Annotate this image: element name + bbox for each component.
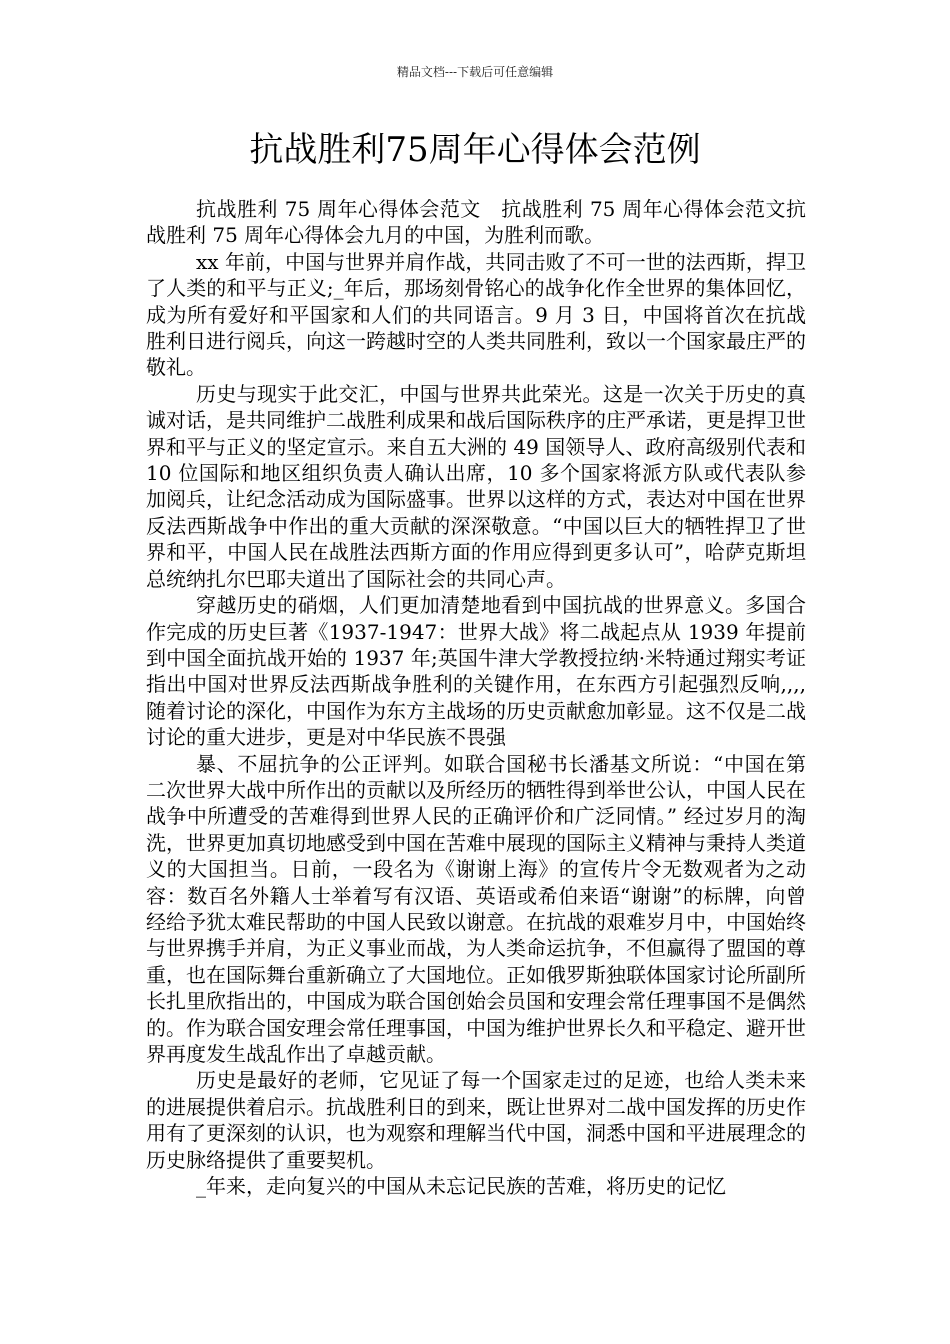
- document-body: [146, 196, 806, 1199]
- paragraph: 历史与现实于此交汇，中国与世界共此荣光。这是一次关于历史的真诚对话，是共同维护二战胜利成果和战后国际秩序的庄严承诺，更是捍卫世界和平与正义的坚定宣示。来自五大洲的 49 国领导人、政府高级别代表和 10 位国际和地区组织负责人确认出席，10 多个国家将派方队或代表队参加阅兵，让纪念活动成为国际盛事。世界以这样的方式，表达对中国在世界反法西斯战争中作出的重大贡献的深深敬意。“中国以巨大的牺牲捍卫了世界和平，中国人民在战胜法西斯方面的作用应得到更多认可”，哈萨克斯坦总统纳扎尔巴耶夫道出了国际社会的共同心声。: [146, 381, 806, 591]
- paragraph: 暴、不屈抗争的公正评判。如联合国秘书长潘基文所说：“中国在第二次世界大战中所作出的贡献以及所经历的牺牲得到举世公认，中国人民在战争中所遭受的苦难得到世界人民的正确评价和广泛同情。” 经过岁月的淘洗，世界更加真切地感受到中国在苦难中展现的国际主义精神与秉持人类道义的大国担当。日前，一段名为《谢谢上海》的宣传片令无数观者为之动容：数百名外籍人士举着写有汉语、英语或希伯来语“谢谢”的标牌，向曾经给予犹太难民帮助的中国人民致以谢意。在抗战的艰难岁月中，中国始终与世界携手并肩，为正义事业而战，为人类命运抗争，不但赢得了盟国的尊重，也在国际舞台重新确立了大国地位。正如俄罗斯独联体国家讨论所副所长扎里欣指出的，中国成为联合国创始会员国和安理会常任理事国不是偶然的。作为联合国安理会常任理事国，中国为维护世界长久和平稳定、避开世界再度发生战乱作出了卓越贡献。: [146, 751, 806, 1066]
- paragraph: _年来，走向复兴的中国从未忘记民族的苦难，将历史的记忆: [196, 1174, 726, 1199]
- paragraph: 抗战胜利 75 周年心得体会范文 抗战胜利 75 周年心得体会范文抗战胜利 75 周年心得体会九月的中国，为胜利而歌。: [146, 197, 806, 248]
- document-title: 抗战胜利75周年心得体会范例: [249, 130, 701, 170]
- paragraph: 历史是最好的老师，它见证了每一个国家走过的足迹，也给人类未来的进展提供着启示。抗战胜利日的到来，既让世界对二战中国发挥的历史作用有了更深刻的认识，也为观察和理解当代中国，洞悉中国和平进展理念的历史脉络提供了重要契机。: [146, 1068, 806, 1172]
- paragraph: 穿越历史的硝烟，人们更加清楚地看到中国抗战的世界意义。多国合作完成的历史巨著《1937-1947：世界大战》将二战起点从 1939 年提前到中国全面抗战开始的 1937 年;英国牛津大学教授拉纳·米特通过翔实考证指出中国对世界反法西斯战争胜利的关键作用，在东西方引起强烈反响,,,,随着讨论的深化，中国作为东方主战场的历史贡献愈加彰显。这不仅是二战讨论的重大进步，更是对中华民族不畏强: [146, 593, 806, 750]
- header-note: 精品文档---下载后可任意编辑: [396, 65, 554, 79]
- paragraph: xx 年前，中国与世界并肩作战，共同击败了不可一世的法西斯，捍卫了人类的和平与正义;_年后，那场刻骨铭心的战争化作全世界的集体回忆，成为所有爱好和平国家和人们的共同语言。9 月 3 日，中国将首次在抗战胜利日进行阅兵，向这一跨越时空的人类共同胜利，致以一个国家最庄严的敬礼。: [146, 249, 806, 380]
